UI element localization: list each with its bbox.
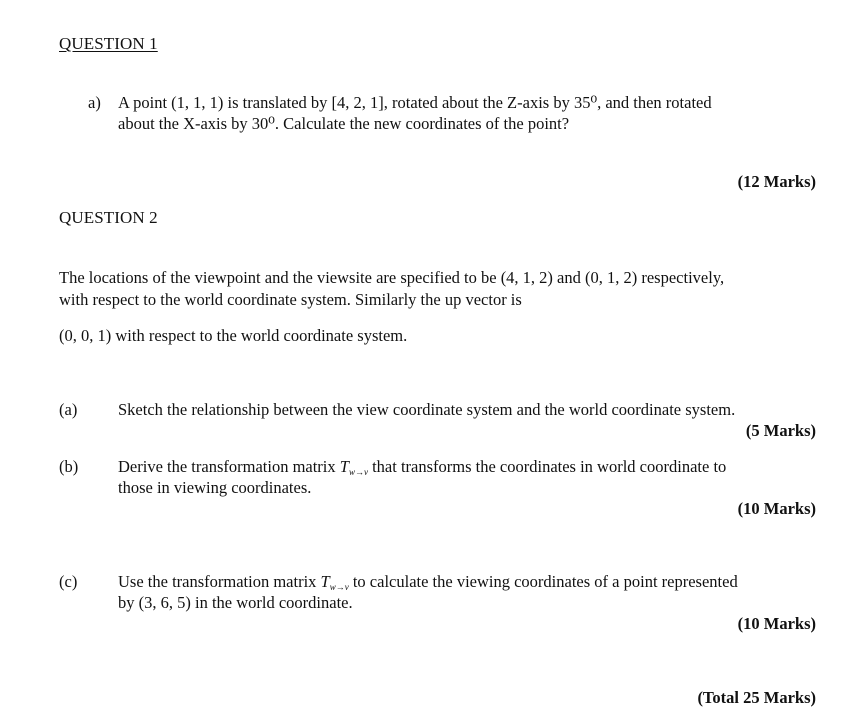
question-1-heading: QUESTION 1: [59, 34, 158, 53]
q1-part-a-marks: (12 Marks): [737, 172, 816, 191]
q2-part-b-label: (b): [59, 457, 79, 476]
q2-part-c-post: to calculate the viewing coordinates of a point represented: [348, 572, 738, 591]
q2-part-b-marks: (10 Marks): [737, 499, 816, 518]
q2-part-b-line-2: those in viewing coordinates.: [118, 478, 312, 497]
q2-part-a-label: (a): [59, 400, 78, 419]
q2-part-b-post: that transforms the coordinates in world coordinate to: [367, 457, 727, 476]
q2-intro-line-3: (0, 0, 1) with respect to the world coordinate system.: [59, 326, 408, 345]
q2-part-c-label: (c): [59, 572, 78, 591]
q2-part-a-text: Sketch the relationship between the view coordinate system and the world coordinate system.: [118, 400, 736, 419]
q1-part-a-label: a): [88, 93, 101, 112]
matrix-subscript: w→v: [348, 467, 368, 477]
question-2-heading: QUESTION 2: [59, 208, 158, 227]
q1-part-a-line-2: about the X-axis by 30⁰. Calculate the new coordinates of the point?: [118, 114, 570, 133]
matrix-symbol: T: [339, 457, 349, 476]
q2-part-c-line-2: by (3, 6, 5) in the world coordinate.: [118, 593, 353, 612]
q2-intro-line-2: with respect to the world coordinate system. Similarly the up vector is: [59, 290, 522, 309]
q1-part-a-line-1: A point (1, 1, 1) is translated by [4, 2, 1], rotated about the Z-axis by 35⁰, and then rotated: [118, 93, 712, 112]
q2-intro-line-1: The locations of the viewpoint and the viewsite are specified to be (4, 1, 2) and (0, 1, 2) respectively,: [59, 268, 725, 287]
q2-part-a-marks: (5 Marks): [745, 421, 816, 440]
matrix-subscript: w→v: [329, 582, 349, 592]
total-marks: (Total 25 Marks): [697, 688, 816, 707]
q2-part-c-pre: Use the transformation matrix: [118, 572, 321, 591]
q2-part-b-pre: Derive the transformation matrix: [118, 457, 340, 476]
matrix-symbol: T: [320, 572, 330, 591]
q2-part-c-marks: (10 Marks): [737, 614, 816, 633]
